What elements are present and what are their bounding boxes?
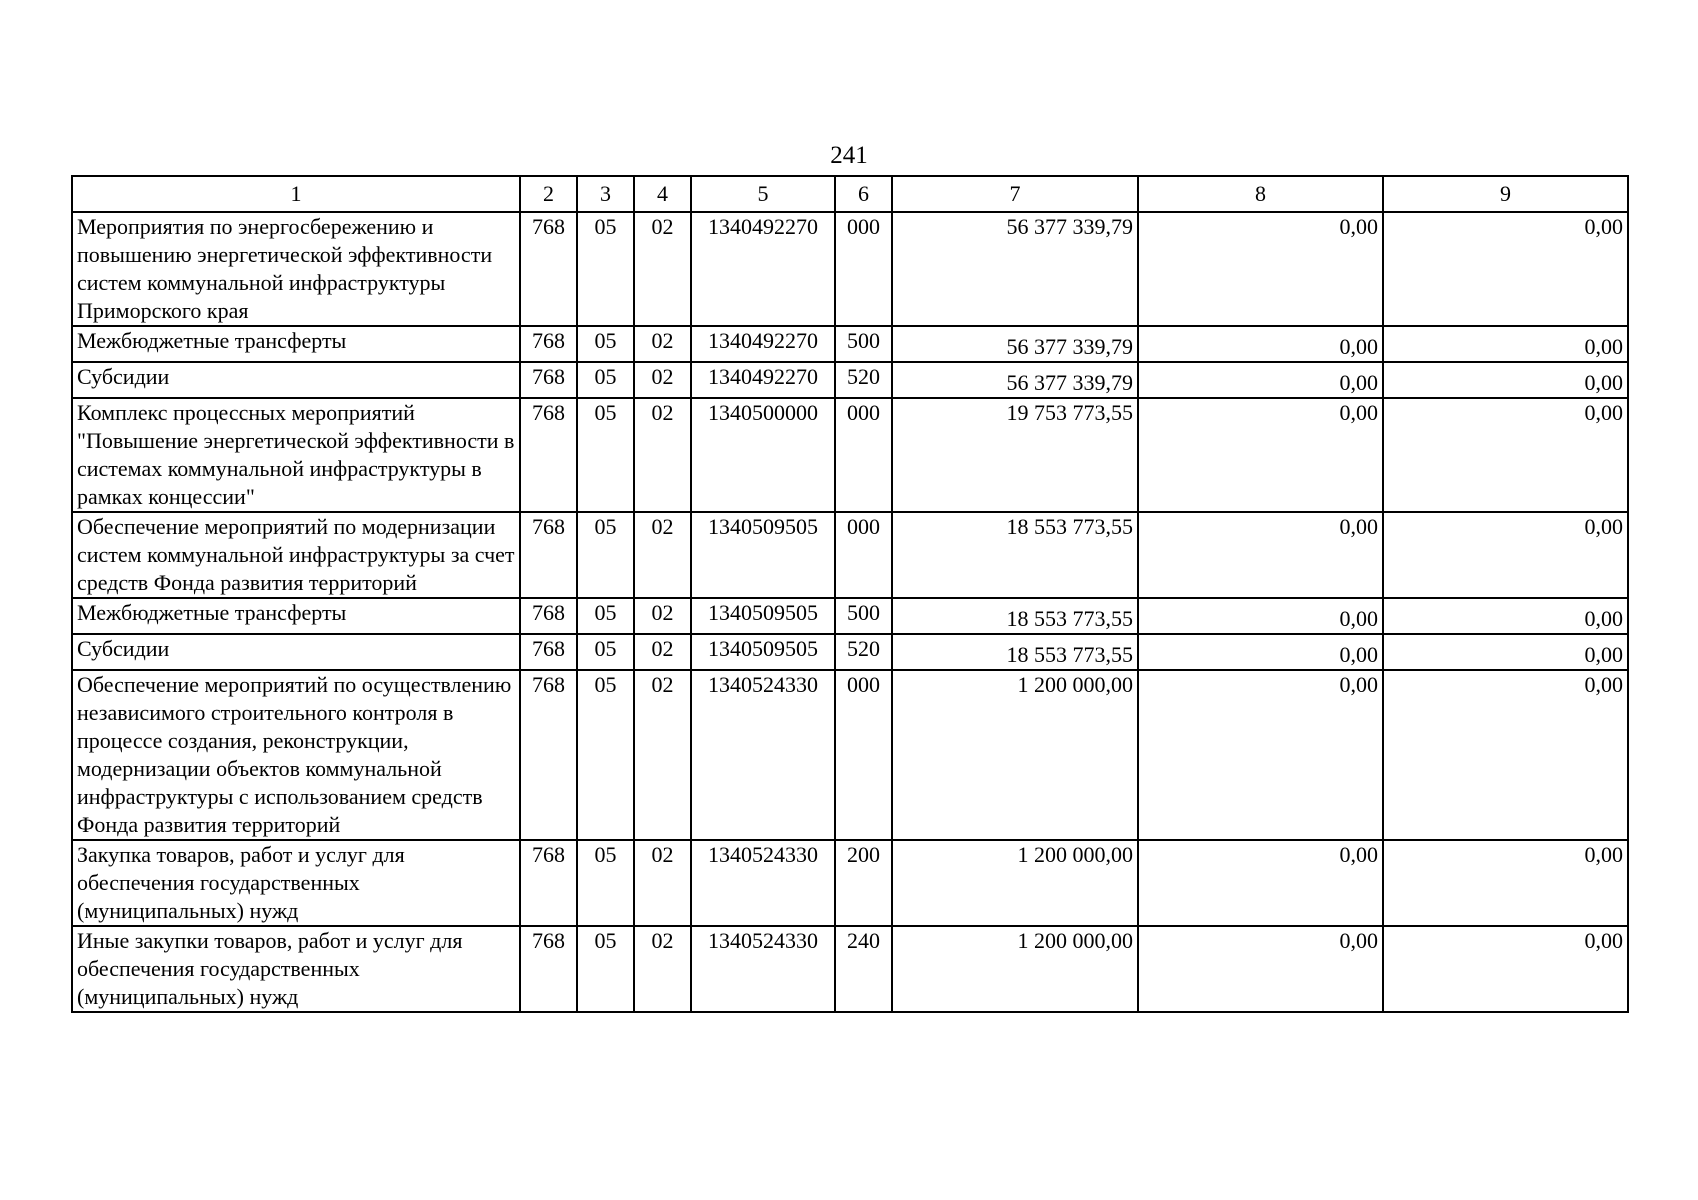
ministry-code: 768 [520,598,577,634]
target-article-code: 1340500000 [691,398,835,512]
ministry-code: 768 [520,926,577,1012]
amount-col-9: 0,00 [1383,598,1628,634]
amount-col-7: 18 553 773,55 [892,634,1138,670]
target-article-code: 1340524330 [691,670,835,840]
expense-type-code: 520 [835,362,892,398]
amount-col-7: 1 200 000,00 [892,670,1138,840]
amount-col-7: 19 753 773,55 [892,398,1138,512]
target-article-code: 1340492270 [691,326,835,362]
row-name: Межбюджетные трансферты [72,598,520,634]
row-name: Обеспечение мероприятий по осуществлению независимого строительного контроля в процессе создания, реконструкции, модернизации объектов коммунальной инфраструктуры с использованием средств Фонда развития территорий [72,670,520,840]
amount-col-7: 1 200 000,00 [892,926,1138,1012]
section-code: 05 [577,670,634,840]
subsection-code: 02 [634,398,691,512]
header-cell-2: 2 [520,176,577,212]
table-row [72,398,1628,512]
subsection-code: 02 [634,212,691,326]
header-cell-1: 1 [72,176,520,212]
section-code: 05 [577,326,634,362]
section-code: 05 [577,398,634,512]
row-name: Закупка товаров, работ и услуг для обеспечения государственных (муниципальных) нужд [72,840,520,926]
budget-table [71,175,1629,1013]
expense-type-code: 500 [835,326,892,362]
amount-col-8: 0,00 [1138,512,1383,598]
header-cell-7: 7 [892,176,1138,212]
amount-col-7: 18 553 773,55 [892,598,1138,634]
subsection-code: 02 [634,840,691,926]
amount-col-9: 0,00 [1383,926,1628,1012]
amount-col-8: 0,00 [1138,362,1383,398]
expense-type-code: 240 [835,926,892,1012]
amount-col-7: 56 377 339,79 [892,212,1138,326]
table-row [72,326,1628,362]
amount-col-9: 0,00 [1383,670,1628,840]
amount-col-8: 0,00 [1138,670,1383,840]
expense-type-code: 200 [835,840,892,926]
amount-col-7: 18 553 773,55 [892,512,1138,598]
amount-col-9: 0,00 [1383,398,1628,512]
amount-col-9: 0,00 [1383,512,1628,598]
table-row [72,512,1628,598]
table-row [72,598,1628,634]
header-cell-4: 4 [634,176,691,212]
amount-col-8: 0,00 [1138,634,1383,670]
table-row [72,670,1628,840]
amount-col-9: 0,00 [1383,212,1628,326]
amount-col-8: 0,00 [1138,326,1383,362]
row-name: Комплекс процессных мероприятий "Повышение энергетической эффективности в системах коммунальной инфраструктуры в рамках концессии" [72,398,520,512]
section-code: 05 [577,840,634,926]
row-name: Мероприятия по энергосбережению и повышению энергетической эффективности систем коммунальной инфраструктуры Приморского края [72,212,520,326]
target-article-code: 1340524330 [691,926,835,1012]
ministry-code: 768 [520,512,577,598]
amount-col-9: 0,00 [1383,362,1628,398]
section-code: 05 [577,598,634,634]
expense-type-code: 000 [835,512,892,598]
expense-type-code: 000 [835,212,892,326]
table-row [72,362,1628,398]
expense-type-code: 520 [835,634,892,670]
header-cell-8: 8 [1138,176,1383,212]
expense-type-code: 500 [835,598,892,634]
page-number: 241 [830,142,868,169]
subsection-code: 02 [634,598,691,634]
ministry-code: 768 [520,398,577,512]
amount-col-8: 0,00 [1138,212,1383,326]
ministry-code: 768 [520,212,577,326]
target-article-code: 1340524330 [691,840,835,926]
amount-col-7: 56 377 339,79 [892,326,1138,362]
amount-col-8: 0,00 [1138,840,1383,926]
amount-col-8: 0,00 [1138,598,1383,634]
ministry-code: 768 [520,670,577,840]
table-row [72,926,1628,1012]
subsection-code: 02 [634,512,691,598]
section-code: 05 [577,212,634,326]
subsection-code: 02 [634,634,691,670]
row-name: Субсидии [72,362,520,398]
amount-col-8: 0,00 [1138,398,1383,512]
subsection-code: 02 [634,926,691,1012]
ministry-code: 768 [520,840,577,926]
row-name: Межбюджетные трансферты [72,326,520,362]
section-code: 05 [577,926,634,1012]
header-cell-9: 9 [1383,176,1628,212]
section-code: 05 [577,634,634,670]
amount-col-9: 0,00 [1383,634,1628,670]
target-article-code: 1340492270 [691,212,835,326]
ministry-code: 768 [520,634,577,670]
table-row [72,212,1628,326]
expense-type-code: 000 [835,398,892,512]
target-article-code: 1340509505 [691,634,835,670]
table-row [72,840,1628,926]
target-article-code: 1340509505 [691,512,835,598]
expense-type-code: 000 [835,670,892,840]
amount-col-7: 1 200 000,00 [892,840,1138,926]
amount-col-9: 0,00 [1383,840,1628,926]
table-row [72,634,1628,670]
row-name: Субсидии [72,634,520,670]
amount-col-7: 56 377 339,79 [892,362,1138,398]
row-name: Обеспечение мероприятий по модернизации систем коммунальной инфраструктуры за счет средств Фонда развития территорий [72,512,520,598]
target-article-code: 1340509505 [691,598,835,634]
header-row [72,176,1628,212]
row-name: Иные закупки товаров, работ и услуг для обеспечения государственных (муниципальных) нужд [72,926,520,1012]
subsection-code: 02 [634,326,691,362]
header-cell-5: 5 [691,176,835,212]
ministry-code: 768 [520,326,577,362]
subsection-code: 02 [634,670,691,840]
subsection-code: 02 [634,362,691,398]
amount-col-9: 0,00 [1383,326,1628,362]
ministry-code: 768 [520,362,577,398]
section-code: 05 [577,512,634,598]
target-article-code: 1340492270 [691,362,835,398]
header-cell-6: 6 [835,176,892,212]
section-code: 05 [577,362,634,398]
header-cell-3: 3 [577,176,634,212]
amount-col-8: 0,00 [1138,926,1383,1012]
